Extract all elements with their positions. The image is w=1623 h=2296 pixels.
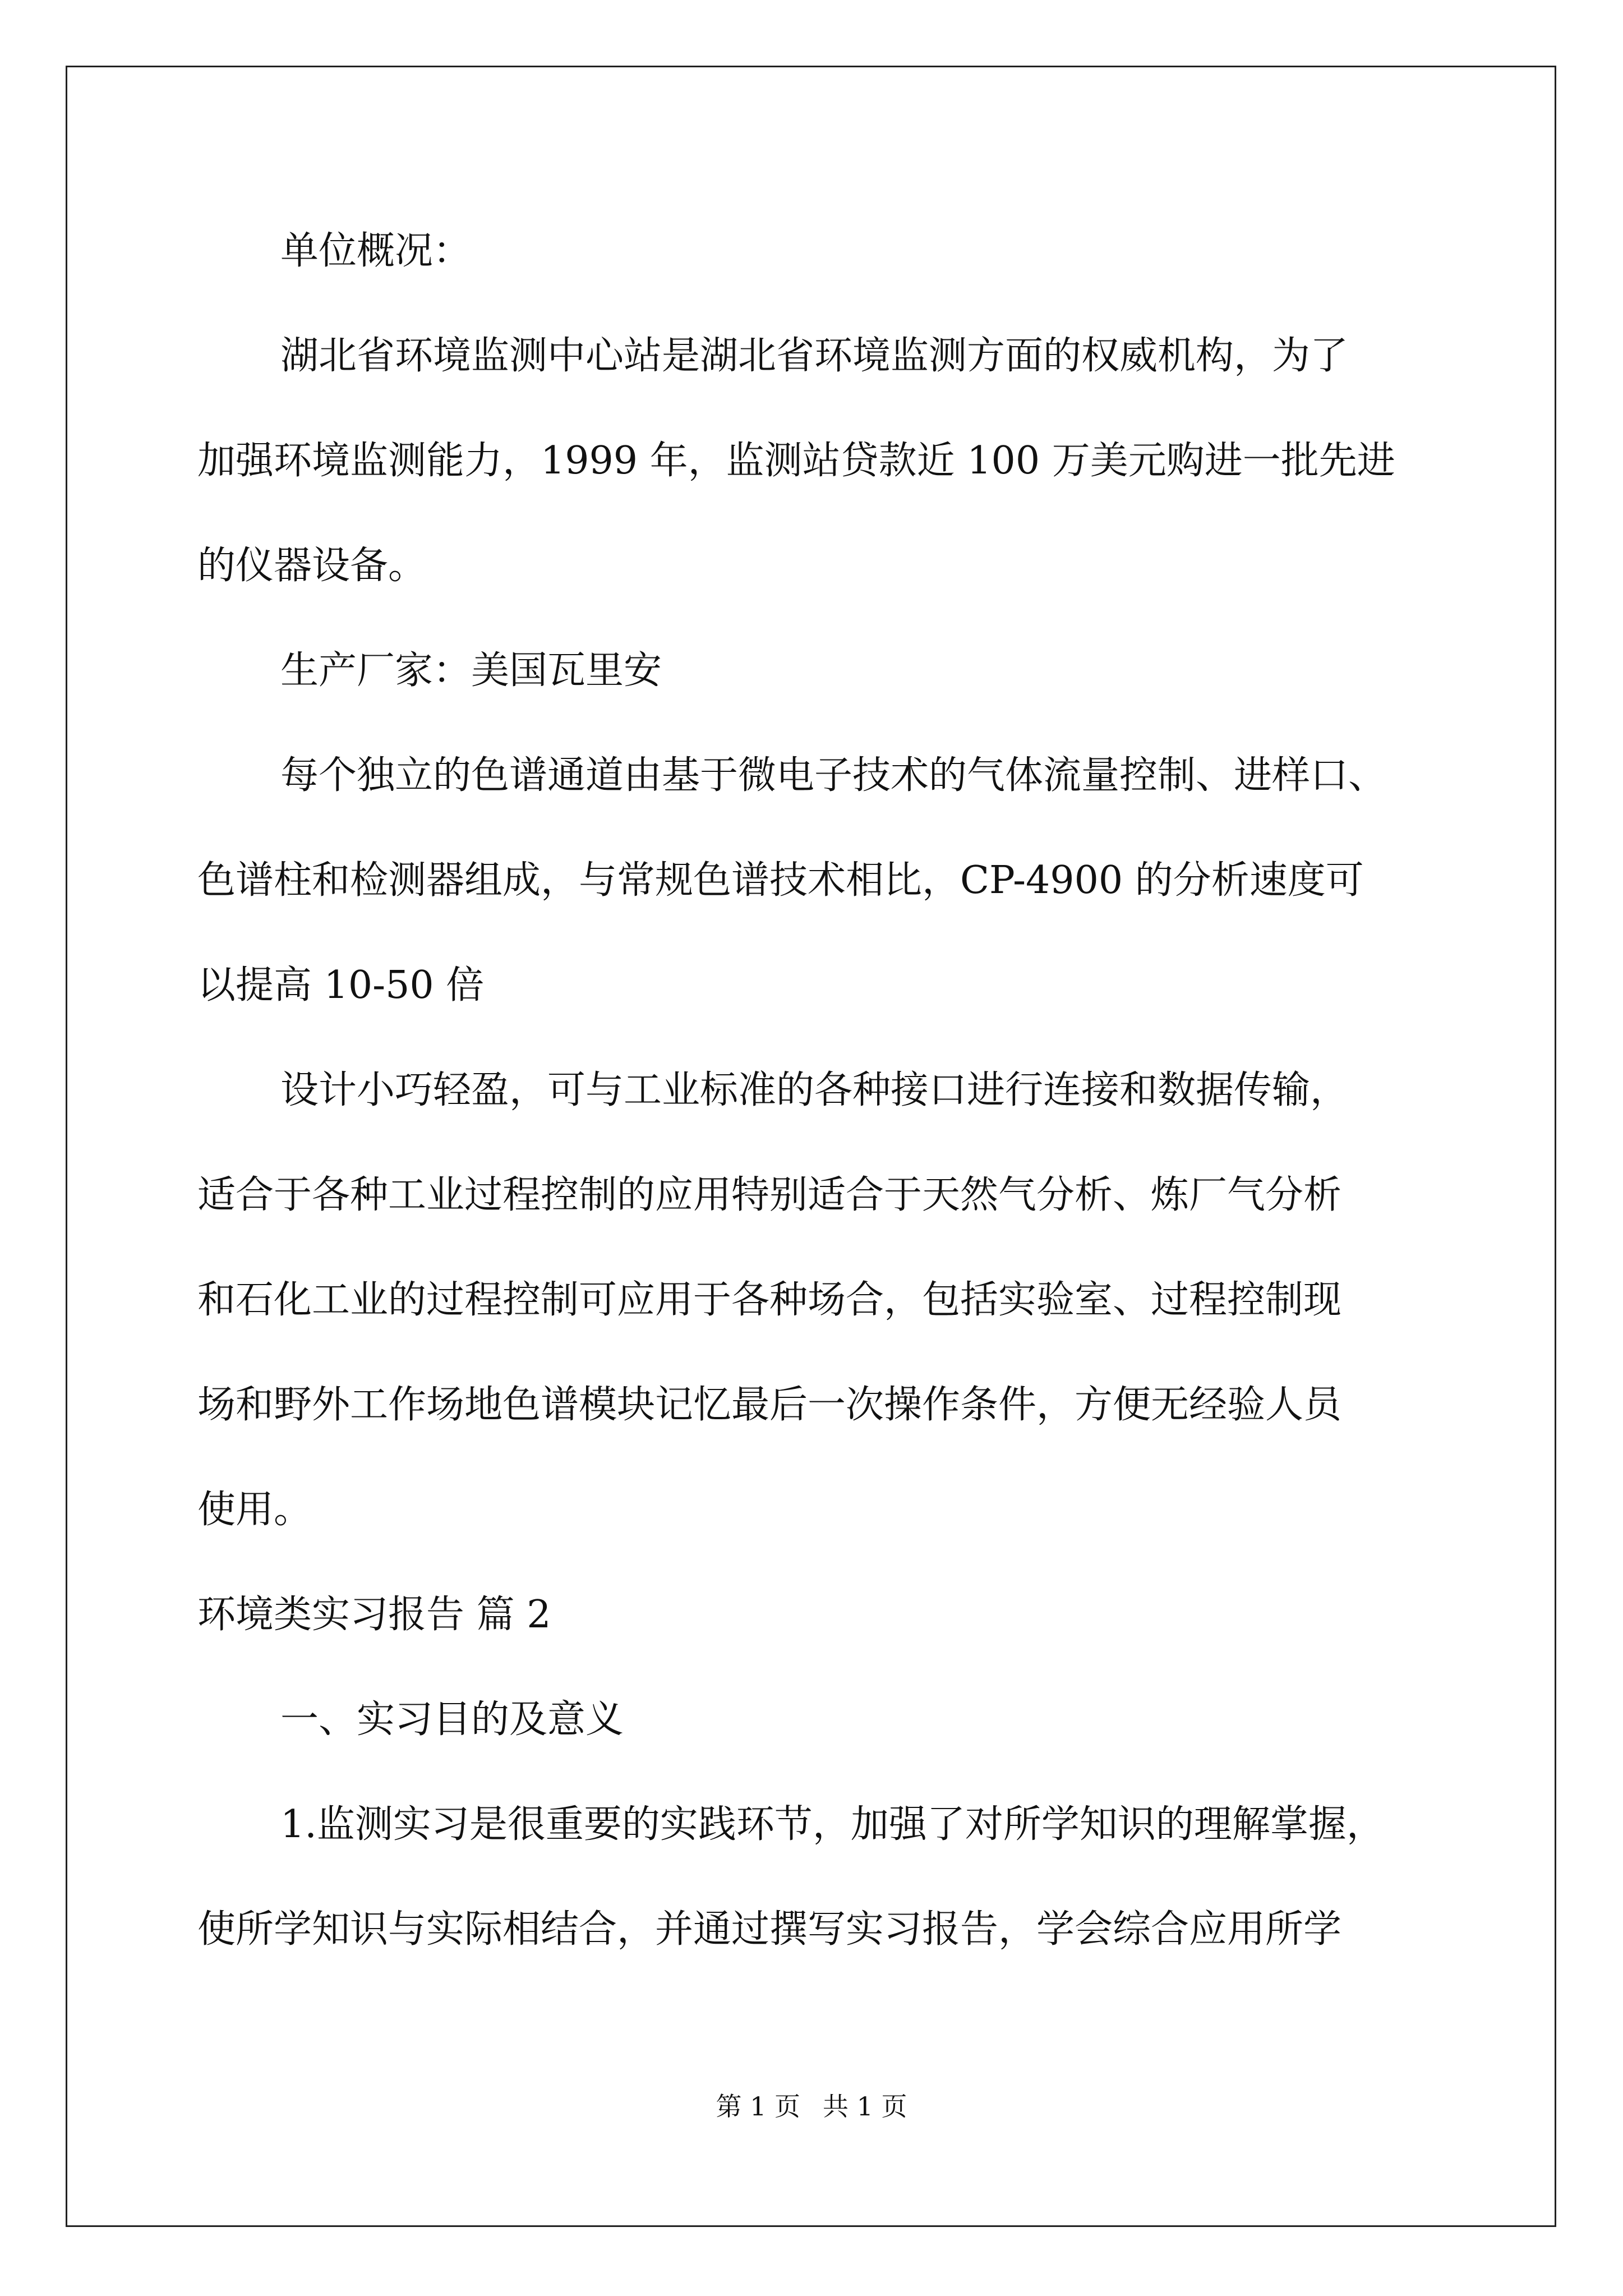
paragraph-line: 适合于各种工业过程控制的应用特别适合于天然气分析、炼厂气分析 — [197, 1173, 1342, 1217]
manufacturer-line: 生产厂家：美国瓦里安 — [280, 648, 662, 693]
paragraph-line: 使所学知识与实际相结合，并通过撰写实习报告，学会综合应用所学 — [197, 1907, 1342, 1952]
paragraph-line: 和石化工业的过程控制可应用于各种场合，包括实验室、过程控制现 — [197, 1278, 1342, 1322]
page-footer — [0, 2090, 1623, 2123]
paragraph-line: 场和野外工作场地色谱模块记忆最后一次操作条件，方便无经验人员 — [197, 1383, 1342, 1427]
page-border — [66, 66, 1556, 2227]
paragraph-line: 1.监测实习是很重要的实践环节，加强了对所学知识的理解掌握， — [280, 1802, 1385, 1847]
paragraph-line: 色谱柱和检测器组成，与常规色谱技术相比，CP-4900 的分析速度可 — [197, 858, 1364, 903]
paragraph-line: 每个独立的色谱通道由基于微电子技术的气体流量控制、进样口、 — [280, 753, 1387, 798]
section-heading-unit-overview: 单位概况： — [280, 229, 472, 273]
report-title: 环境类实习报告 篇 2 — [197, 1593, 551, 1637]
paragraph-line: 加强环境监测能力，1999 年，监测站贷款近 100 万美元购进一批先进 — [197, 439, 1395, 483]
paragraph-line: 设计小巧轻盈，可与工业标准的各种接口进行连接和数据传输， — [280, 1068, 1349, 1112]
paragraph-line: 的仪器设备。 — [197, 544, 427, 588]
paragraph-line: 湖北省环境监测中心站是湖北省环境监测方面的权威机构，为了 — [280, 334, 1349, 378]
page-number: 第 1 页 — [716, 2091, 800, 2122]
paragraph-line: 以提高 10-50 倍 — [197, 963, 485, 1007]
section-heading-purpose: 一、实习目的及意义 — [280, 1697, 624, 1742]
page-total: 共 1 页 — [823, 2091, 907, 2122]
paragraph-line: 使用。 — [197, 1488, 312, 1532]
